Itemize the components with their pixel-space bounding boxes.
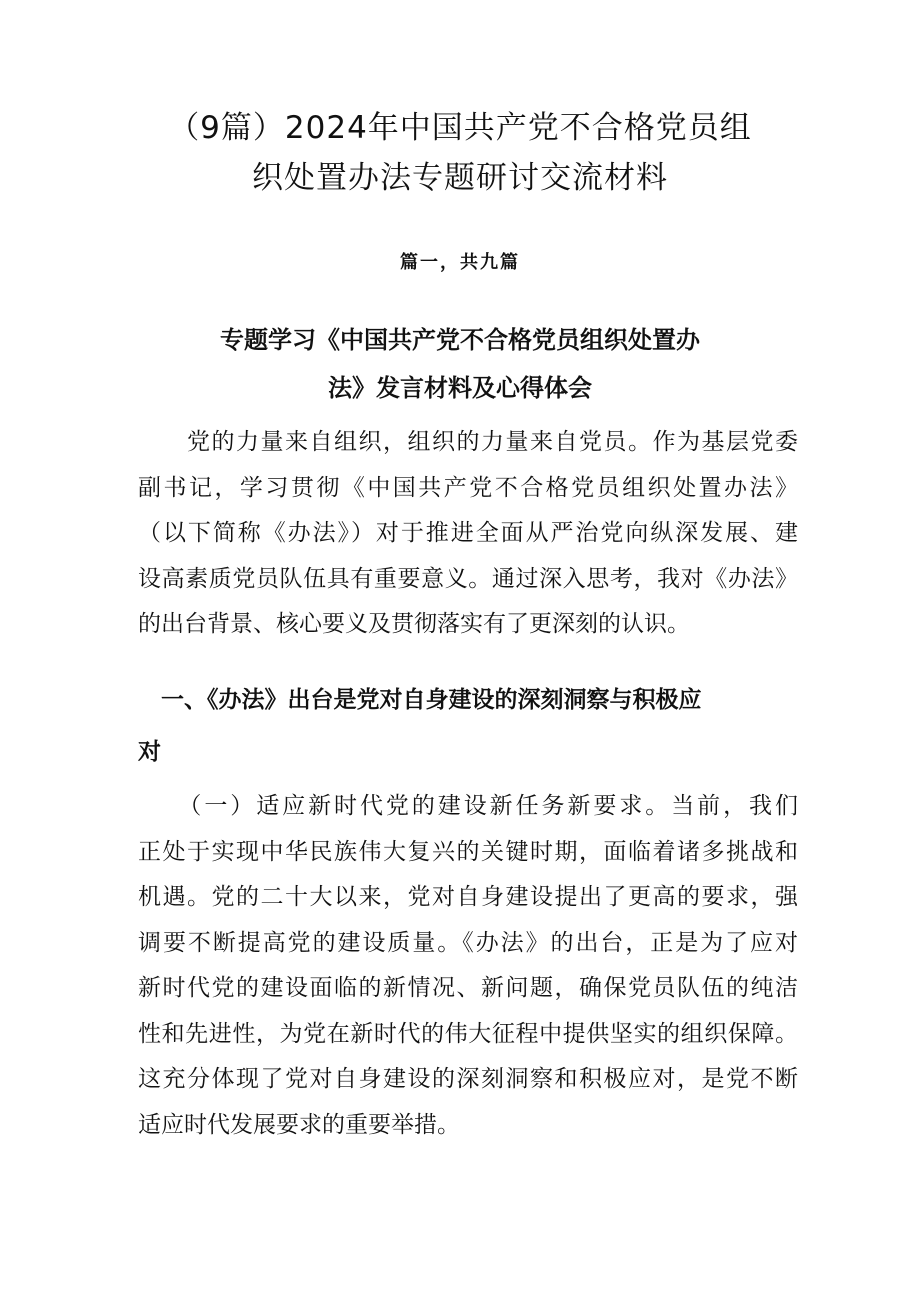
heading-line: 一、《办法》出台是党对自身建设的深刻洞察与积极应 [138, 687, 702, 713]
intro-paragraph [138, 420, 798, 648]
section-title-line-2: 法》发言材料及心得体会 [328, 374, 592, 402]
paragraph-line: 机遇。党的二十大以来，党对自身建设提出了更高的要求，强 [138, 884, 798, 910]
heading-section-1 [138, 674, 798, 778]
paragraph-line: （以下简称《办法》）对于推进全面从严治党向纵深发展、建 [138, 520, 798, 546]
paragraph-line: 党的力量来自组织，组织的力量来自党员。作为基层党委 [138, 429, 798, 455]
heading-line: 对 [138, 739, 161, 765]
paragraph-line: 调要不断提高党的建设质量。《办法》的出台，正是为了应对 [138, 929, 798, 956]
document-title-line-2: 织处置办法专题研讨交流材料 [252, 160, 668, 196]
section-title [140, 316, 780, 412]
part-label: 篇一，共九篇 [400, 252, 520, 273]
section-title-line-1: 专题学习《中国共产党不合格党员组织处置办 [220, 326, 700, 354]
paragraph-line: 设高素质党员队伍具有重要意义。通过深入思考，我对《办法》 [138, 565, 798, 592]
paragraph-line: 性和先进性，为党在新时代的伟大征程中提供坚实的组织保障。 [138, 1020, 798, 1047]
subsection-paragraph [138, 784, 798, 1148]
document-title-line-1: （9篇）2024年中国共产党不合格党员组 [168, 110, 752, 146]
paragraph-line: 的出台背景、核心要义及贯彻落实有了更深刻的认识。 [138, 611, 690, 637]
document-title [100, 103, 820, 203]
paragraph-line: 副书记，学习贯彻《中国共产党不合格党员组织处置办法》 [138, 474, 798, 501]
paragraph-line: 适应时代发展要求的重要举措。 [138, 1111, 460, 1138]
paragraph-line: （一）适应新时代党的建设新任务新要求。当前，我们 [138, 793, 798, 819]
paragraph-line: 这充分体现了党对自身建设的深刻洞察和积极应对，是党不断 [138, 1066, 798, 1092]
paragraph-line: 新时代党的建设面临的新情况、新问题，确保党员队伍的纯洁 [138, 975, 798, 1001]
paragraph-line: 正处于实现中华民族伟大复兴的关键时期，面临着诸多挑战和 [138, 838, 798, 865]
